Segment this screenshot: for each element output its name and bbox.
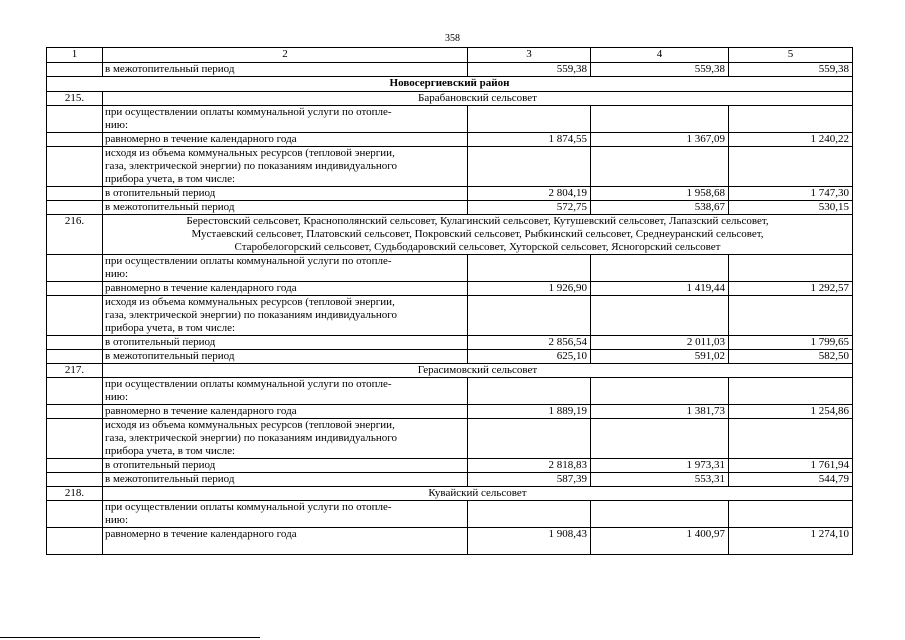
district-row xyxy=(47,77,853,92)
header-col-1: 1 xyxy=(47,48,103,63)
district-title: Новосергиевский район xyxy=(47,77,853,92)
value-cell: 1 908,43 xyxy=(468,528,591,555)
row-number: 216. xyxy=(47,215,103,255)
table-row xyxy=(47,364,853,378)
value-cell: 553,31 xyxy=(591,473,729,487)
value-cell: 2 856,54 xyxy=(468,336,591,350)
row-label: в межотопительный период xyxy=(103,350,468,364)
row-label: в отопительный период xyxy=(103,336,468,350)
value-cell: 1 973,31 xyxy=(591,459,729,473)
footer-rule xyxy=(0,637,260,638)
row-label: равномерно в течение календарного года xyxy=(103,405,468,419)
table-row xyxy=(47,405,853,419)
table-row xyxy=(47,296,853,336)
value-cell: 1 926,90 xyxy=(468,282,591,296)
value-cell: 1 400,97 xyxy=(591,528,729,555)
value-cell: 2 804,19 xyxy=(468,187,591,201)
value-cell: 1 419,44 xyxy=(591,282,729,296)
value-cell: 559,38 xyxy=(729,63,853,77)
value-cell: 1 240,22 xyxy=(729,133,853,147)
row-number: 215. xyxy=(47,92,103,106)
row-label: в отопительный период xyxy=(103,459,468,473)
place-name: Барабановский сельсовет xyxy=(103,92,853,106)
value-cell: 559,38 xyxy=(591,63,729,77)
value-cell: 572,75 xyxy=(468,201,591,215)
value-cell: 1 747,30 xyxy=(729,187,853,201)
row-label: равномерно в течение календарного года xyxy=(103,133,468,147)
value-cell: 1 254,86 xyxy=(729,405,853,419)
table-row xyxy=(47,501,853,528)
table-row xyxy=(47,378,853,405)
row-label: в отопительный период xyxy=(103,187,468,201)
table-row xyxy=(47,336,853,350)
value-cell: 1 274,10 xyxy=(729,528,853,555)
page-number: 358 xyxy=(445,33,460,44)
value-cell: 559,38 xyxy=(468,63,591,77)
table-row xyxy=(47,215,853,255)
row-label: исходя из объема коммунальных ресурсов (тепловой энергии, газа, электрической энергии) по показаниям индивидуального прибора учета, в том числе: xyxy=(103,296,468,336)
table-row xyxy=(47,282,853,296)
row-label: в межотопительный период xyxy=(103,63,468,77)
row-number: 218. xyxy=(47,487,103,501)
header-row xyxy=(47,48,853,63)
row-label: равномерно в течение календарного года xyxy=(103,528,468,555)
row-label: равномерно в течение календарного года xyxy=(103,282,468,296)
row-label: исходя из объема коммунальных ресурсов (тепловой энергии, газа, электрической энергии) по показаниям индивидуального прибора учета, в том числе: xyxy=(103,419,468,459)
table-row xyxy=(47,201,853,215)
value-cell: 1 799,65 xyxy=(729,336,853,350)
table-row xyxy=(47,147,853,187)
value-cell: 587,39 xyxy=(468,473,591,487)
table-row xyxy=(47,528,853,555)
row-label: при осуществлении оплаты коммунальной услуги по отопле- нию: xyxy=(103,501,468,528)
header-col-5: 5 xyxy=(729,48,853,63)
table-row xyxy=(47,255,853,282)
row-number: 217. xyxy=(47,364,103,378)
value-cell: 2 011,03 xyxy=(591,336,729,350)
table-row xyxy=(47,487,853,501)
value-cell: 1 958,68 xyxy=(591,187,729,201)
value-cell: 2 818,83 xyxy=(468,459,591,473)
value-cell: 544,79 xyxy=(729,473,853,487)
value-cell: 538,67 xyxy=(591,201,729,215)
value-cell: 1 367,09 xyxy=(591,133,729,147)
table-row xyxy=(47,133,853,147)
place-name: Герасимовский сельсовет xyxy=(103,364,853,378)
value-cell: 530,15 xyxy=(729,201,853,215)
row-label: при осуществлении оплаты коммунальной услуги по отопле- нию: xyxy=(103,255,468,282)
row-label: исходя из объема коммунальных ресурсов (тепловой энергии, газа, электрической энергии) по показаниям индивидуального прибора учета, в том числе: xyxy=(103,147,468,187)
value-cell: 591,02 xyxy=(591,350,729,364)
value-cell: 582,50 xyxy=(729,350,853,364)
place-name: Кувайский сельсовет xyxy=(103,487,853,501)
value-cell: 1 889,19 xyxy=(468,405,591,419)
table-row xyxy=(47,473,853,487)
table-row xyxy=(47,92,853,106)
row-label: в межотопительный период xyxy=(103,201,468,215)
header-col-3: 3 xyxy=(468,48,591,63)
table-row xyxy=(47,63,853,77)
value-cell: 625,10 xyxy=(468,350,591,364)
value-cell: 1 292,57 xyxy=(729,282,853,296)
table-row xyxy=(47,106,853,133)
header-col-4: 4 xyxy=(591,48,729,63)
row-label: в межотопительный период xyxy=(103,473,468,487)
value-cell: 1 381,73 xyxy=(591,405,729,419)
row-label: при осуществлении оплаты коммунальной услуги по отопле- нию: xyxy=(103,106,468,133)
table-row xyxy=(47,350,853,364)
table-row xyxy=(47,419,853,459)
header-col-2: 2 xyxy=(103,48,468,63)
tariff-table xyxy=(46,47,853,555)
row-label: при осуществлении оплаты коммунальной услуги по отопле- нию: xyxy=(103,378,468,405)
table-row xyxy=(47,187,853,201)
table-row xyxy=(47,459,853,473)
value-cell: 1 874,55 xyxy=(468,133,591,147)
value-cell: 1 761,94 xyxy=(729,459,853,473)
place-name: Берестовский сельсовет, Краснополянский сельсовет, Кулагинский сельсовет, Кутушевский сельсовет, Лапазский сельсовет, Мустаевский сельсовет, Платовский сельсовет, Покровский сельсовет, Рыбкинский сельсовет, Среднеуранский сельсовет, Старобелогорский сельсовет, Судьбодаровский сельсовет, Хуторской сельсовет, Ясногорский сельсовет xyxy=(103,215,853,255)
